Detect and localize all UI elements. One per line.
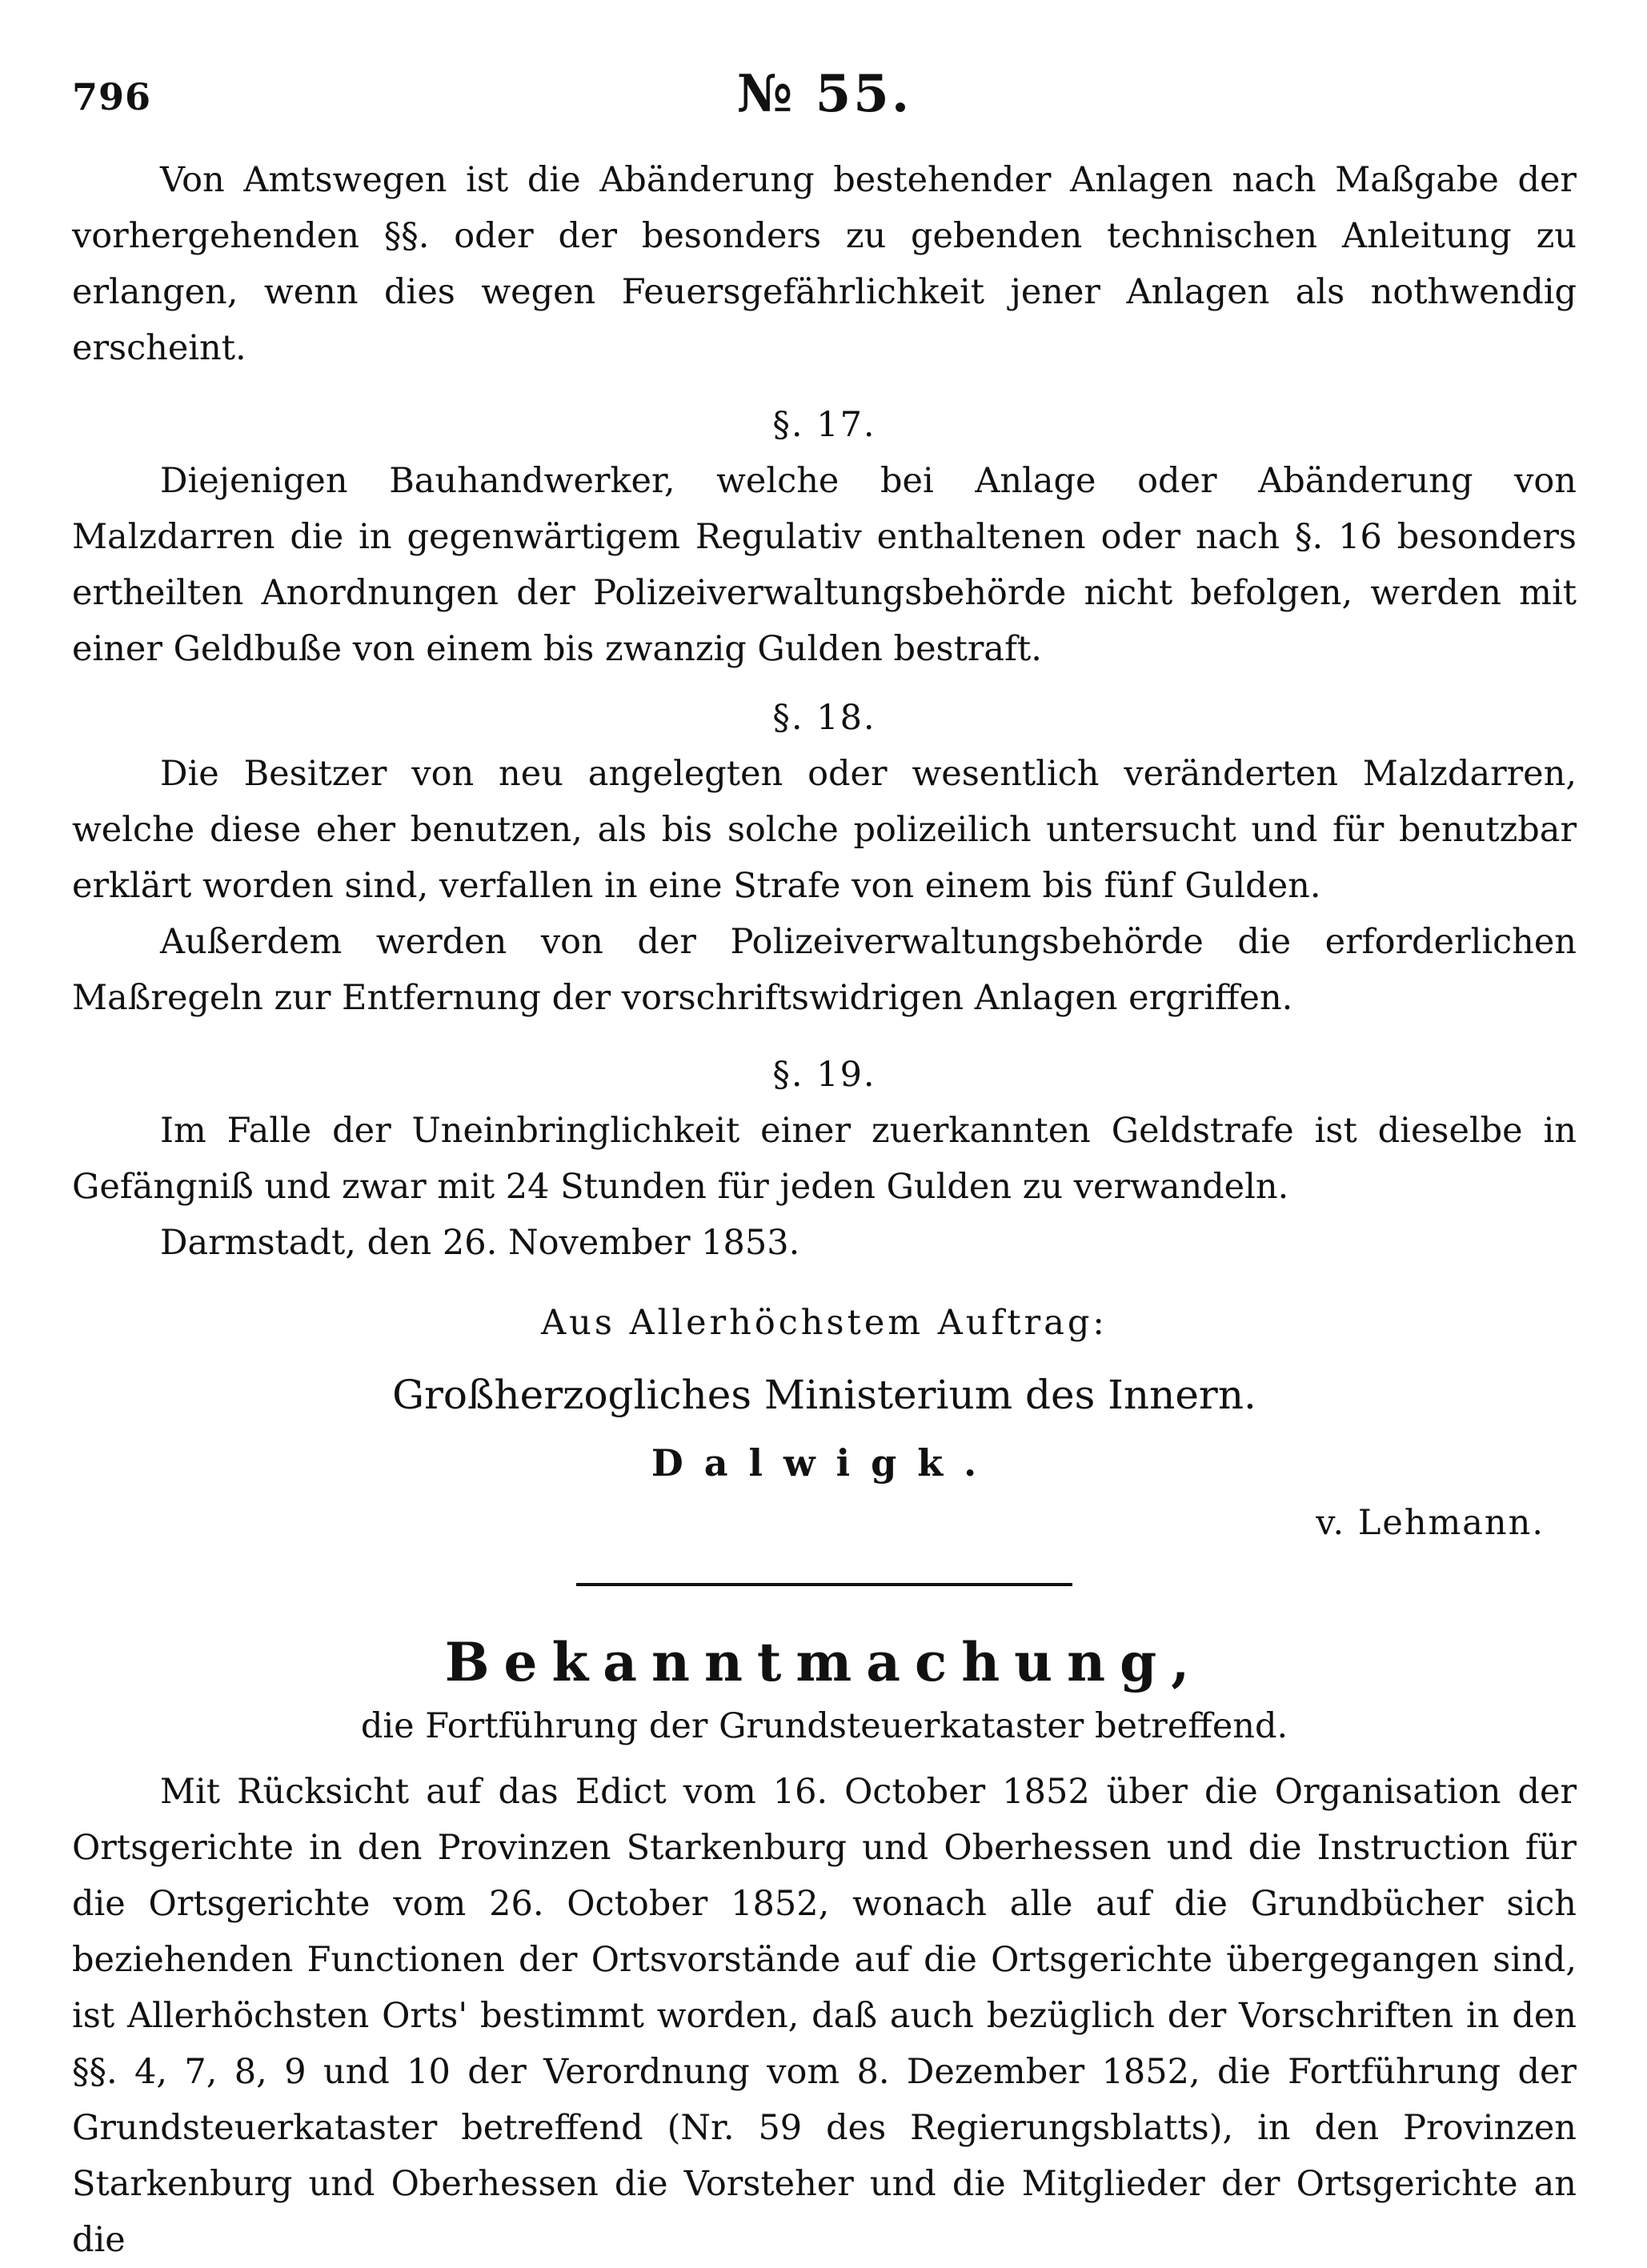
notice-body: Mit Rücksicht auf das Edict vom 16. October 1852 über die Organisation der Ortsgerichte in den Provinzen Starkenburg und Oberhessen und die Instruction für die Ortsgerichte vom 26. October 1852, wonach alle auf die Grundbücher sich beziehenden Functionen der Ortsvorstände auf die Ortsgerichte übergegangen sind, ist Allerhöchsten Orts' bestimmt worden, daß auch bezüglich der Vorschriften in den §§. 4, 7, 8, 9 und 10 der Verordnung vom 8. Dezember 1852, die Fortführung der Grundsteuerkataster betreffend (Nr. 59 des Regierungsblatts), in den Provinzen Starkenburg und Oberhessen die Vorsteher und die Mitglieder der Ortsgerichte an die <box>72 1772 1577 2260</box>
section-18-paragraph-1: Die Besitzer von neu angelegten oder wesentlich veränderten Malzdarren, welche diese eher benutzen, als bis solche polizeilich untersucht und für benutzbar erklärt worden sind, verfallen in eine Strafe von einem bis fünf Gulden. <box>72 754 1577 906</box>
section-19-paragraph: Im Falle der Uneinbringlichkeit einer zuerkannten Geldstrafe ist dieselbe in Gefängniß und zwar mit 24 Stunden für jeden Gulden zu verwandeln. <box>72 1111 1577 1207</box>
section-18-paragraph-2: Außerdem werden von der Polizeiverwaltungsbehörde die erforderlichen Maßregeln zur Entfernung der vorschriftswidrigen Anlagen ergriffen. <box>72 922 1577 1018</box>
cosigner-name: v. Lehmann. <box>1316 1503 1545 1543</box>
place-date: Darmstadt, den 26. November 1853. <box>160 1223 800 1263</box>
page-header <box>72 64 1577 136</box>
mandate-line: Aus Allerhöchstem Auftrag: <box>541 1303 1108 1343</box>
section-divider <box>576 1583 1072 1586</box>
page-number: 796 <box>72 75 152 118</box>
page-content <box>72 152 1577 2268</box>
notice-title: Bekanntmachung, <box>444 1631 1204 1693</box>
section-17-heading: §. 17. <box>772 405 876 445</box>
section-19-heading: §. 19. <box>772 1055 876 1095</box>
ministry-name: Großherzogliches Ministerium des Innern. <box>392 1372 1256 1418</box>
intro-paragraph: Von Amtswegen ist die Abänderung bestehender Anlagen nach Maßgabe der vorhergehenden §§. oder der besonders zu gebenden technischen Anleitung zu erlangen, wenn dies wegen Feuersgefährlichkeit jener Anlagen als nothwendig erscheint. <box>72 160 1577 368</box>
section-18-heading: §. 18. <box>772 698 876 738</box>
notice-subtitle: die Fortführung der Grundsteuerkataster betreffend. <box>360 1706 1288 1746</box>
section-17-paragraph: Diejenigen Bauhandwerker, welche bei Anlage oder Abänderung von Malzdarren die in gegenwärtigem Regulativ enthaltenen oder nach §. 16 besonders ertheilten Anordnungen der Polizeiverwaltungsbehörde nicht befolgen, werden mit einer Geldbuße von einem bis zwanzig Gulden bestraft. <box>72 461 1577 669</box>
signer-name: Dalwigk. <box>651 1441 998 1485</box>
issue-number: № 55. <box>736 64 912 124</box>
